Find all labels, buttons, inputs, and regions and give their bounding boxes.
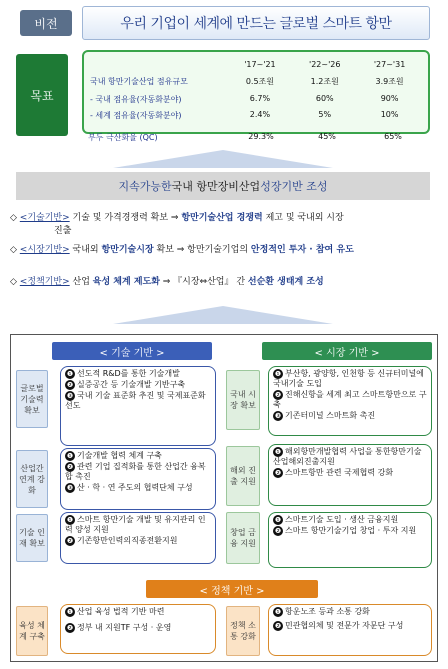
- tech-tag: 산업간 연계 강화: [16, 450, 48, 508]
- goal-footer-label: 부두 극산화율 (QC): [88, 133, 158, 142]
- list-item: 기존항만인력의직종전환지원: [77, 536, 178, 545]
- goal-footer-row: [82, 132, 430, 144]
- goal-value: 90%: [380, 94, 399, 103]
- diamond-icon: ◇: [10, 213, 17, 223]
- goal-value: 6.7%: [249, 94, 271, 103]
- list-item: 스마트 항만기술기업 창업 · 투자 지원: [285, 526, 417, 535]
- tech-tag: 글로벌 기술력 확보: [16, 370, 48, 428]
- list-item: 실증공간 등 기술개발 기반구축: [77, 380, 186, 389]
- list-item: 부산항, 광양항, 인천항 등 신규터미널에 국내기술 도입: [273, 369, 424, 388]
- strategy-highlight: 육성 체계 제도화: [92, 277, 160, 287]
- policy-box: ❶ 산업 육성 법적 기반 마련 ❷ 정부 내 지원TF 구성 · 운영: [60, 604, 216, 654]
- strategy-item: [10, 244, 440, 257]
- strategy-tag: <정책기반>: [19, 277, 70, 287]
- goal-value: 2.4%: [249, 110, 271, 119]
- strategy-text: 진출: [54, 226, 72, 236]
- list-item: 정부 내 지원TF 구성 · 운영: [77, 623, 172, 632]
- market-box: ❶ 부산항, 광양항, 인천항 등 신규터미널에 국내기술 도입 ❷ 진해신항을 세계 최고 스마트항만으로 구축 ❸ 기존터미널 스마트화 촉진: [268, 366, 432, 436]
- list-item: 스마트 항만기술 개발 및 유지관리 인력 양성 지원: [65, 515, 206, 534]
- tech-box: ❶ 스마트 항만기술 개발 및 유지관리 인력 양성 지원 ❷ 기존항만인력의직종전환지원: [60, 512, 216, 564]
- goal-row-label: - 국내 점유율(자동화분야): [90, 95, 182, 104]
- goal-value: 10%: [380, 110, 399, 119]
- vision-text: 우리 기업이 세계에 만드는 글로벌 스마트 항만: [82, 6, 430, 40]
- goal-value: 29.3%: [248, 132, 274, 141]
- market-header: < 시장 기반 >: [262, 342, 432, 360]
- list-item: 스마트기술 도입 · 생산 금융지원: [285, 515, 399, 524]
- market-tag: 해외 진출 지원: [226, 446, 260, 506]
- list-item: 스마트항만 관련 국제협력 강화: [285, 468, 394, 477]
- list-item: 기존터미널 스마트화 촉진: [285, 411, 376, 420]
- diamond-icon: ◇: [10, 277, 17, 287]
- market-tag: 국내 시장 확보: [226, 370, 260, 430]
- goal-header-row: [90, 60, 422, 72]
- strategy-highlight: 항만기술시장: [101, 245, 154, 255]
- goal-value: 3.9조원: [375, 77, 404, 86]
- goal-label: 목표: [16, 54, 68, 136]
- goal-row-label: 국내 항만기술산업 점유규모: [90, 77, 188, 86]
- goal-table: [82, 50, 430, 134]
- goal-row: [90, 76, 422, 88]
- vision-label: 비전: [20, 10, 72, 36]
- list-item: 항운노조 등과 소통 강화: [285, 607, 370, 616]
- market-box: ❶ 해외항만개발협력 사업을 통한항만기술산업해외진출지원 ❷ 스마트항만 관련 국제협력 강화: [268, 444, 432, 506]
- list-item: 산업 육성 법적 기반 마련: [77, 607, 165, 616]
- goal-row: [90, 110, 422, 122]
- tech-box: ❶ 기술개발 협력 체계 구축 ❷ 관련 기업 집적화를 통한 산업간 융복합 촉진 ❸ 산 · 학 · 연 주도의 협력단체 구성: [60, 448, 216, 510]
- diamond-icon: ◇: [10, 245, 17, 255]
- goal-value: 60%: [315, 94, 334, 103]
- strategy-highlight: 안정적인 투자 · 참여 유도: [250, 245, 354, 255]
- strategy-text: 국내외: [69, 245, 102, 255]
- strategy-tag: <시장기반>: [19, 245, 70, 255]
- tech-tag: 기술 인재 확보: [16, 514, 48, 562]
- market-tag: 창업 금융 지원: [226, 512, 260, 564]
- strategy-banner: [16, 172, 430, 200]
- down-arrow-icon: [113, 306, 333, 326]
- list-item: 관련 기업 집적화를 통한 산업간 융복합 촉진: [65, 462, 206, 481]
- strategy-item: [10, 212, 440, 238]
- policy-tag: 육성 체계 구축: [16, 606, 48, 656]
- goal-header: '27~'31: [373, 60, 406, 69]
- list-item: 민관협의체 및 전문가 자문단 구성: [285, 621, 404, 630]
- goal-value: 0.5조원: [245, 77, 275, 86]
- list-item: 산 · 학 · 연 주도의 협력단체 구성: [77, 483, 193, 492]
- list-item: 기술개발 협력 체계 구축: [77, 451, 162, 460]
- strategy-text: 산업: [69, 277, 93, 287]
- list-item: 해외항만개발협력 사업을 통한항만기술산업해외진출지원: [273, 447, 422, 466]
- tech-box: ❶ 선도적 R&D를 통한 기술개발 ❷ 실증공간 등 기술개발 기반구축 ❸ 국내 기술 표준화 추진 및 국제표준화 선도: [60, 366, 216, 446]
- goal-value: 45%: [318, 132, 336, 141]
- banner-part: 성장기반 조성: [260, 180, 328, 193]
- banner-part: 지속가능한: [118, 180, 172, 193]
- goal-row-label: - 세계 점유율(자동화분야): [90, 111, 182, 120]
- strategy-text: 확보 ⇒ 항만기술기업의: [153, 245, 251, 255]
- strategy-tag: <기술기반>: [19, 213, 70, 223]
- strategy-text: 기술 및 가격경쟁력 확보 ⇒: [69, 213, 182, 223]
- goal-value: 1.2조원: [310, 77, 339, 86]
- list-item: 선도적 R&D를 통한 기술개발: [77, 369, 180, 378]
- goal-value: 65%: [384, 132, 402, 141]
- policy-box: ❶ 항운노조 등과 소통 강화 ❷ 민관협의체 및 전문가 자문단 구성: [268, 604, 432, 656]
- strategy-text: 제고 및 국내외 시장: [262, 213, 344, 223]
- goal-row: [90, 94, 422, 106]
- market-box: ❶ 스마트기술 도입 · 생산 금융지원 ❷ 스마트 항만기술기업 창업 · 투자 지원: [268, 512, 432, 568]
- strategy-highlight: 선순환 생태계 조성: [247, 277, 324, 287]
- list-item: 진해신항을 세계 최고 스마트항만으로 구축: [273, 390, 427, 409]
- strategy-highlight: 항만기술산업 경쟁력: [181, 213, 263, 223]
- tech-header: < 기술 기반 >: [52, 342, 212, 360]
- goal-value: 5%: [318, 110, 332, 119]
- goal-header: '17~'21: [244, 60, 276, 69]
- strategy-item: [10, 276, 440, 289]
- goal-header: '22~'26: [309, 60, 341, 69]
- list-item: 국내 기술 표준화 추진 및 국제표준화 선도: [65, 391, 206, 410]
- banner-part: 국내 항만장비산업: [171, 180, 261, 193]
- policy-header: < 정책 기반 >: [146, 580, 318, 598]
- strategy-text: ⇒ 『시장⇔산업』 간: [159, 277, 248, 287]
- policy-tag: 정책 소통 강화: [226, 606, 260, 656]
- down-arrow-icon: [113, 150, 333, 170]
